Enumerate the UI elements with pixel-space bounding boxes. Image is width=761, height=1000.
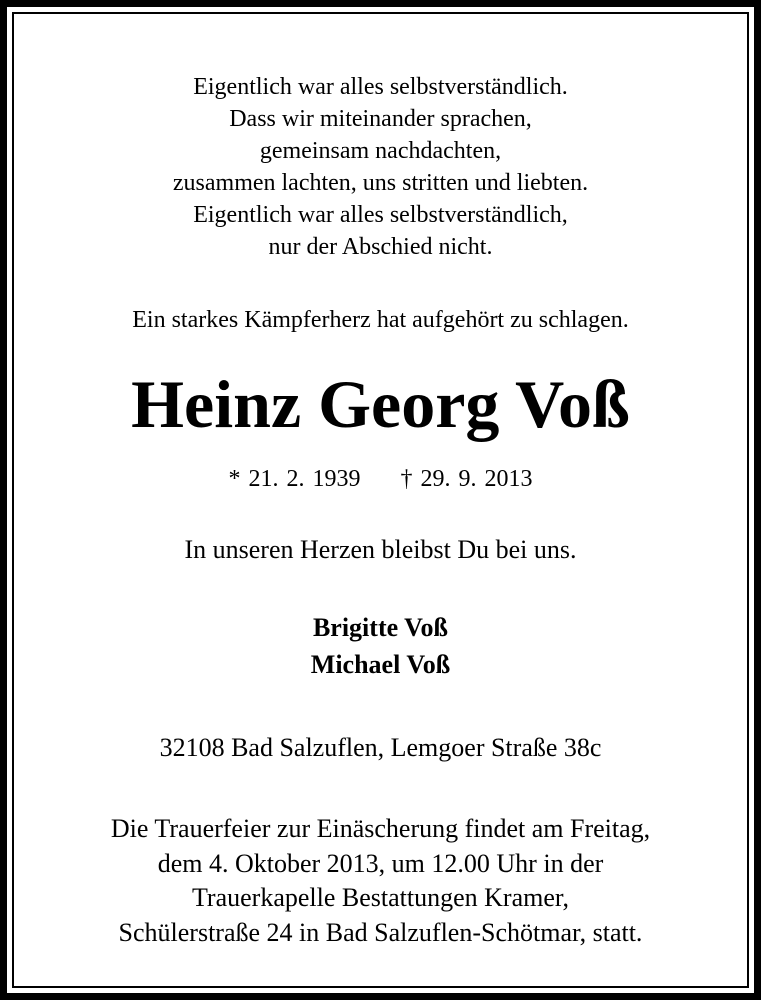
funeral-info-line: dem 4. Oktober 2013, um 12.00 Uhr in der (157, 849, 604, 878)
poem-line: Eigentlich war alles selbstverständlich. (193, 74, 568, 100)
farewell-line: In unseren Herzen bleibst Du bei uns. (184, 535, 577, 564)
motto: Ein starkes Kämpferherz hat aufgehört zu schlagen. (132, 307, 629, 333)
funeral-info-line: Die Trauerfeier zur Einäscherung findet am Freitag, (110, 814, 651, 843)
birth-date: * 21. 2. 1939 (228, 466, 361, 492)
poem-line: gemeinsam nachdachten, (259, 138, 502, 164)
death-date: † 29. 9. 2013 (400, 466, 533, 492)
funeral-info-line: Trauerkapelle Bestattungen Kramer, (191, 883, 570, 912)
poem-line: nur der Abschied nicht. (268, 234, 493, 260)
mourner-name: Brigitte Voß (312, 613, 449, 642)
deceased-name: Heinz Georg Voß (131, 366, 630, 442)
poem-line: Eigentlich war alles selbstverständlich, (193, 202, 568, 228)
poem-line: zusammen lachten, uns stritten und liebten. (172, 170, 589, 196)
poem-line: Dass wir miteinander sprachen, (229, 106, 532, 132)
address: 32108 Bad Salzuflen, Lemgoer Straße 38c (159, 733, 602, 762)
life-dates (0, 467, 761, 491)
mourner-name: Michael Voß (310, 650, 451, 679)
funeral-info-line: Schülerstraße 24 in Bad Salzuflen-Schötmar, statt. (118, 918, 643, 947)
